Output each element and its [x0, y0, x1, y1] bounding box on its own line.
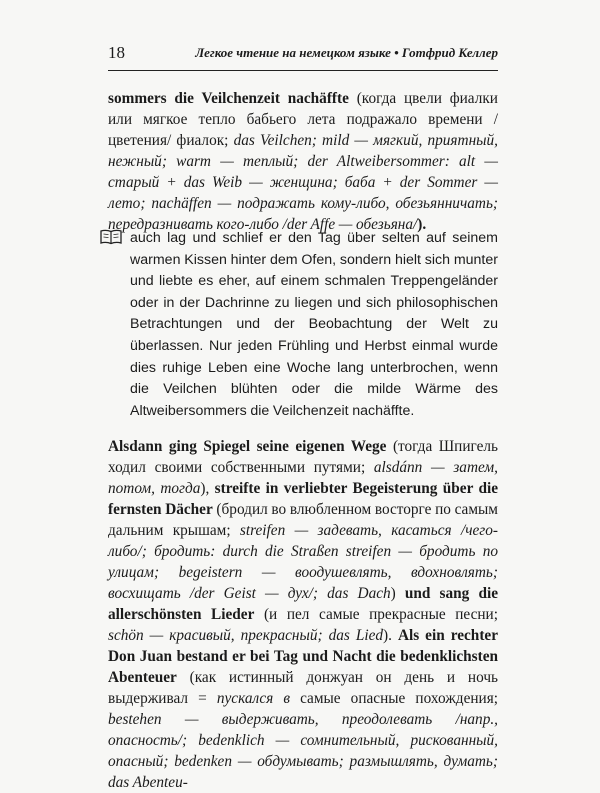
translation-text: (когда цвели фиалки или мягкое тепло бабьего лета подражало времени /цветения/ фиалок; — [108, 90, 498, 149]
vocabulary-annotation — [108, 88, 498, 235]
vocabulary-note: schön — красивый, прекрасный; das Lied — [108, 627, 384, 644]
page-number: 18 — [108, 43, 125, 62]
german-phrase: sommers die Veilchenzeit nachäffte — [108, 90, 349, 107]
translation-text: (как истинный донжуан он день и ночь выдерживал = — [108, 669, 498, 707]
vocabulary-note: das Veilchen; mild — мягкий, приятный, нежный; warm — теплый; der Altweibersommer: alt — старый + das Weib — женщина; баба + der Sommer — лето; nachäffen — подражать кому-либо, обезьянничать; передразнивать кого-либо /der Affe — обезьяна/ — [108, 132, 498, 233]
page-header — [108, 40, 498, 71]
german-phrase: ). — [417, 216, 427, 233]
german-phrase: Alsdann ging Spiegel seine eigenen Wege — [108, 438, 387, 455]
translation-text: (тогда Шпигель ходил своими собственными путями; — [108, 438, 498, 476]
german-phrase: Als ein rechter Don Juan bestand er bei Tag und Nacht die bedenklichsten Abenteuer — [108, 627, 498, 686]
translation-text: (бродил во влюбленном восторге по самым дальним крышам; — [108, 501, 498, 539]
translation-text: ). — [383, 627, 398, 644]
vocabulary-note: alsdánn — затем, потом, тогда — [108, 459, 498, 497]
reading-passage: auch lag und schlief er den Tag über selten auf seinem warmen Kissen hinter dem Ofen, sondern hielt sich munter und liebte es eher, auf einem schmalen Treppengeländer oder in der Dachrinne zu liegen und sich philosophischen Betrachtungen und der Beobachtung der Welt zu überlassen. Nur jeden Frühling und Herbst einmal wurde dies ruhige Leben eine Woche lang unterbrochen, wenn die Veilchen blühten oder die milde Wärme des Altweibersommers die Veilchenzeit nachäffte. — [130, 230, 498, 419]
translation-text: ) — [390, 585, 405, 602]
vocabulary-annotation — [108, 436, 498, 793]
translation-text: самые опасные похождения; — [290, 690, 499, 707]
translation-text: (и пел самые прекрасные песни; — [254, 606, 498, 623]
vocabulary-note: streifen — задевать, касаться /чего-либо/; бродить: durch die Straßen streifen — бродить по улицам; begeistern — воодушевлять, вдохновлять; восхищать /der Geist — дух/; das Dach — [108, 522, 498, 602]
running-title: Легкое чтение на немецком языке • Готфрид Келлер — [195, 45, 498, 60]
german-phrase: streifte in verliebter Begeisterung über die fernsten Dächer — [108, 480, 498, 518]
translation-text: ), — [200, 480, 215, 497]
german-phrase: und sang die allerschönsten Lieder — [108, 585, 498, 623]
vocabulary-note: bestehen — выдерживать, преодолевать /напр., опасность/; bedenklich — сомнительный, рискованный, опасный; bedenken — обдумывать; размышлять, думать; das Abenteu- — [108, 711, 498, 791]
open-book-icon — [100, 229, 122, 245]
vocabulary-note: пускался в — [216, 690, 290, 707]
